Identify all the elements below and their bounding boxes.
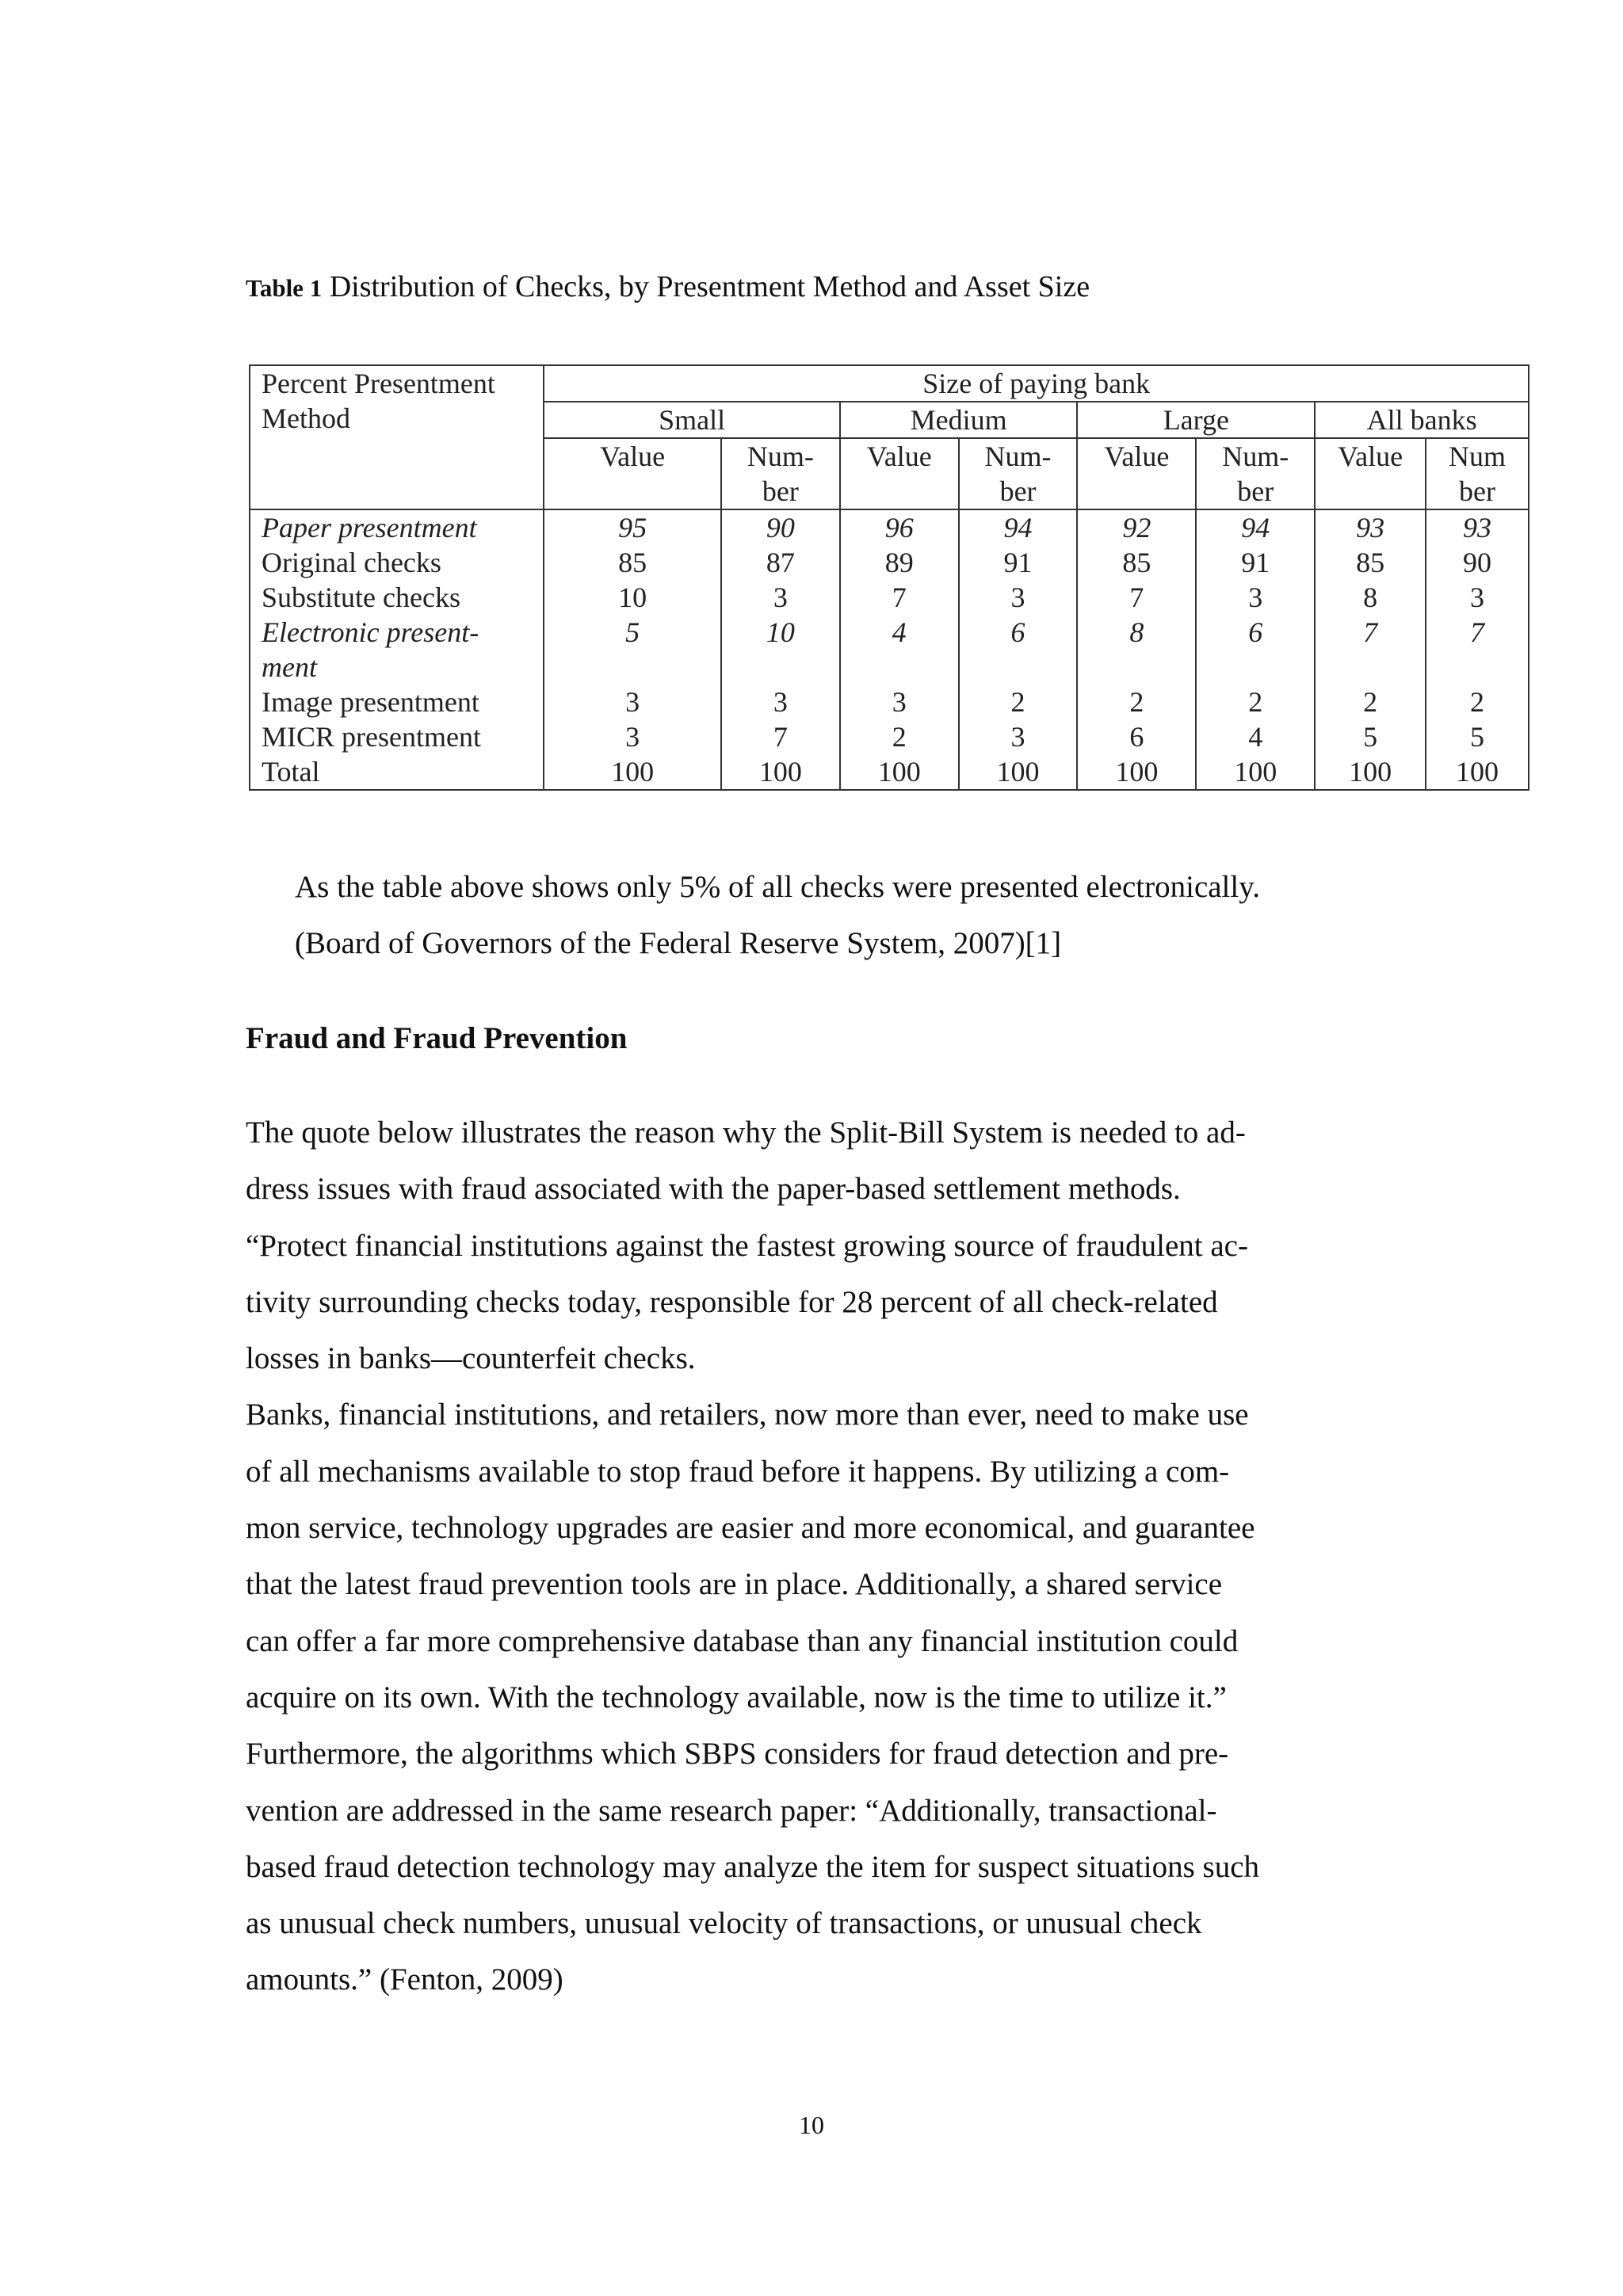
paragraph-line: losses in banks—counterfeit checks.: [246, 1341, 696, 1376]
size-group-header: Large: [1077, 402, 1315, 438]
table-cell: 2: [1315, 685, 1426, 719]
table-cell: 4: [1196, 719, 1315, 754]
table-cell: 100: [544, 754, 721, 790]
table-row: [250, 580, 1529, 615]
row-label: Substitute checks: [250, 580, 544, 615]
table-row: [250, 545, 1529, 580]
table-cell: 5: [544, 615, 721, 685]
table-cell: 100: [1426, 754, 1529, 790]
paragraph-line: as unusual check numbers, unusual velocity of transactions, or unusual check: [246, 1906, 1202, 1941]
row-label: Total: [250, 754, 544, 790]
sub-header-line: [556, 474, 709, 509]
size-group-header: Medium: [840, 402, 1078, 438]
table-cell: 94: [959, 509, 1078, 545]
sub-header-line: Num-: [1222, 441, 1289, 472]
table-cell: 3: [544, 719, 721, 754]
table-caption-label: Table 1: [246, 274, 323, 302]
checks-distribution-table: [249, 364, 1529, 791]
table-cell: 100: [840, 754, 959, 790]
table-cell: 2: [1426, 685, 1529, 719]
table-cell: 85: [1315, 545, 1426, 580]
table-cell: 2: [840, 719, 959, 754]
table-cell: 7: [1315, 615, 1426, 685]
paragraph-line: amounts.” (Fenton, 2009): [246, 1962, 563, 1997]
sub-header-line: Value: [1338, 441, 1403, 472]
sub-header-line: [1327, 474, 1414, 509]
paragraph-line: tivity surrounding checks today, responsible for 28 percent of all check-related: [246, 1284, 1218, 1319]
table-cell: 7: [721, 719, 840, 754]
table-cell: 93: [1315, 509, 1426, 545]
paragraph-line: can offer a far more comprehensive database than any financial institution could: [246, 1623, 1239, 1658]
table-cell: 100: [959, 754, 1078, 790]
table-cell: 2: [959, 685, 1078, 719]
body-paragraph: [246, 1104, 1355, 2008]
table-cell: 3: [721, 580, 840, 615]
sub-header-line: Value: [866, 441, 932, 472]
table-cell: 92: [1077, 509, 1196, 545]
table-row: [250, 509, 1529, 545]
sub-header-line: ber: [1459, 475, 1496, 507]
paragraph-line: that the latest fraud prevention tools are in place. Additionally, a shared service: [246, 1567, 1223, 1602]
sub-header-cell: [959, 438, 1078, 509]
table-cell: 89: [840, 545, 959, 580]
section-heading: Fraud and Fraud Prevention: [246, 1021, 628, 1055]
table-row: [250, 615, 1529, 685]
table-caption-title: Distribution of Checks, by Presentment Method and Asset Size: [329, 270, 1090, 303]
row-label: Image presentment: [250, 685, 544, 719]
sub-header-cell: [1196, 438, 1315, 509]
table-cell: 3: [840, 685, 959, 719]
sub-header-cell: [1077, 438, 1196, 509]
paragraph-line: based fraud detection technology may analyze the item for suspect situations such: [246, 1849, 1260, 1884]
table-cell: 91: [959, 545, 1078, 580]
table-cell: 8: [1077, 615, 1196, 685]
table-cell: 3: [959, 580, 1078, 615]
paragraph-line: of all mechanisms available to stop fraud before it happens. By utilizing a com-: [246, 1454, 1230, 1489]
sub-header-line: Num-: [984, 441, 1052, 472]
row-label: MICR presentment: [250, 719, 544, 754]
row-label: Paper presentment: [250, 509, 544, 545]
sub-header-cell: [721, 438, 840, 509]
group-header: Size of paying bank: [544, 365, 1529, 402]
paragraph-line: dress issues with fraud associated with the paper-based settlement methods.: [246, 1172, 1181, 1207]
sub-header-cell: [840, 438, 959, 509]
row-label: Electronic present-ment: [250, 615, 544, 685]
table-cell: 91: [1196, 545, 1315, 580]
corner-header: Percent Presentment Method: [250, 365, 544, 509]
sub-header-cell: [1426, 438, 1529, 509]
sub-header-line: ber: [762, 475, 799, 507]
table-cell: 3: [544, 685, 721, 719]
checks-distribution-table-wrap: [249, 364, 1529, 791]
table-cell: 4: [840, 615, 959, 685]
sub-header-line: Value: [600, 441, 666, 472]
table-cell: 3: [1196, 580, 1315, 615]
paragraph-line: Banks, financial institutions, and retailers, now more than ever, need to make use: [246, 1398, 1249, 1432]
row-label: Original checks: [250, 545, 544, 580]
table-cell: 87: [721, 545, 840, 580]
table-cell: 90: [721, 509, 840, 545]
sub-header-line: Num-: [747, 441, 814, 472]
sub-header-line: ber: [1237, 475, 1274, 507]
table-cell: 5: [1426, 719, 1529, 754]
size-group-header: All banks: [1315, 402, 1529, 438]
sub-header-line: [852, 474, 947, 509]
table-cell: 100: [721, 754, 840, 790]
sub-header-line: Num: [1449, 441, 1507, 472]
sub-header-cell: [1315, 438, 1426, 509]
table-cell: 3: [959, 719, 1078, 754]
table-cell: 6: [959, 615, 1078, 685]
paragraph-line: As the table above shows only 5% of all checks were presented electronically.: [295, 870, 1260, 904]
page-number: 10: [799, 2111, 824, 2139]
sub-header-line: Value: [1104, 441, 1170, 472]
table-cell: 95: [544, 509, 721, 545]
paragraph-line: “Protect financial institutions against the fastest growing source of fraudulent ac-: [246, 1228, 1248, 1263]
table-cell: 3: [1426, 580, 1529, 615]
table-cell: 100: [1077, 754, 1196, 790]
table-cell: 6: [1196, 615, 1315, 685]
paragraph-line: vention are addressed in the same research paper: “Additionally, transactional-: [246, 1793, 1217, 1828]
table-row: [250, 719, 1529, 754]
table-cell: 8: [1315, 580, 1426, 615]
table-cell: 100: [1315, 754, 1426, 790]
table-cell: 7: [1426, 615, 1529, 685]
table-caption: [246, 269, 1090, 304]
table-cell: 94: [1196, 509, 1315, 545]
table-note-paragraph: [295, 859, 1404, 971]
table-cell: 85: [1077, 545, 1196, 580]
table-row: [250, 754, 1529, 790]
sub-header-line: ber: [999, 475, 1037, 507]
table-cell: 7: [1077, 580, 1196, 615]
table-cell: 5: [1315, 719, 1426, 754]
table-cell: 96: [840, 509, 959, 545]
paragraph-line: acquire on its own. With the technology available, now is the time to utilize it.”: [246, 1680, 1227, 1714]
table-cell: 100: [1196, 754, 1315, 790]
table-cell: 2: [1196, 685, 1315, 719]
size-group-header: Small: [544, 402, 839, 438]
table-cell: 90: [1426, 545, 1529, 580]
table-cell: 93: [1426, 509, 1529, 545]
table-cell: 10: [721, 615, 840, 685]
table-cell: 85: [544, 545, 721, 580]
sub-header-line: [1089, 474, 1184, 509]
paragraph-line: mon service, technology upgrades are easier and more economical, and guarantee: [246, 1511, 1255, 1546]
table-cell: 3: [721, 685, 840, 719]
table-cell: 7: [840, 580, 959, 615]
paragraph-line: The quote below illustrates the reason why the Split-Bill System is needed to ad-: [246, 1116, 1246, 1150]
table-cell: 10: [544, 580, 721, 615]
paragraph-line: Furthermore, the algorithms which SBPS considers for fraud detection and pre-: [246, 1737, 1229, 1772]
table-cell: 2: [1077, 685, 1196, 719]
sub-header-cell: [544, 438, 721, 509]
table-cell: 6: [1077, 719, 1196, 754]
table-row: [250, 685, 1529, 719]
paragraph-line: (Board of Governors of the Federal Reserve System, 2007)[1]: [295, 926, 1062, 960]
